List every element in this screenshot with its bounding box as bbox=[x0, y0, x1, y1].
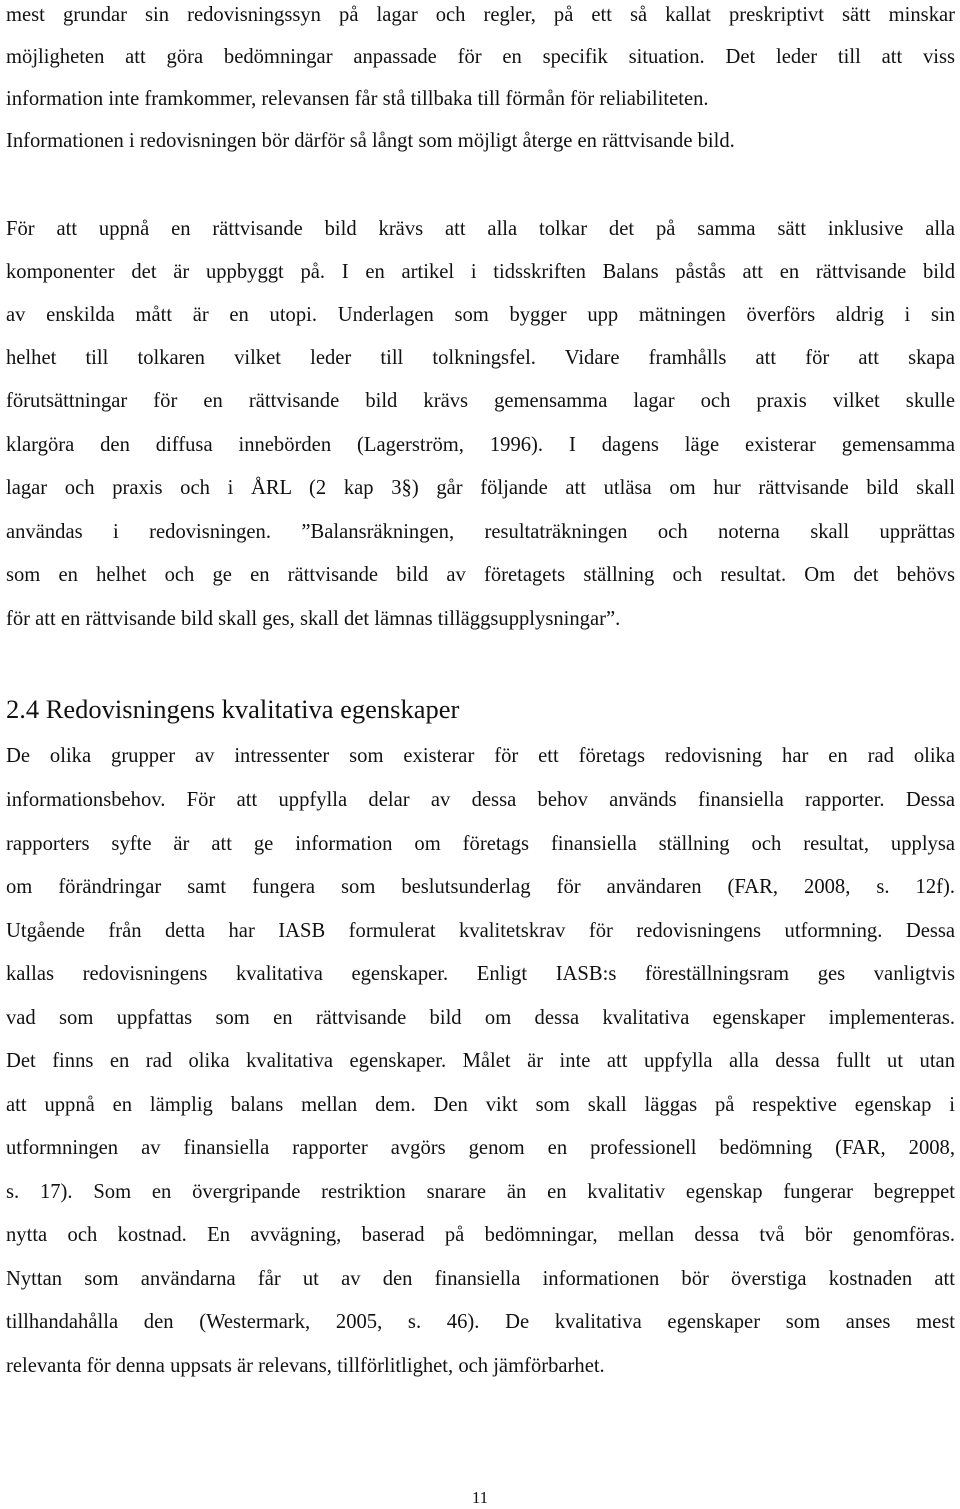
text-line: De olika grupper av intressenter som existerar för ett företags redovisning har en rad olika bbox=[6, 745, 955, 767]
text-line: för att en rättvisande bild skall ges, skall det lämnas tilläggsupplysningar”. bbox=[6, 608, 621, 630]
text-line: För att uppnå en rättvisande bild krävs att alla tolkar det på samma sätt inklusive alla bbox=[6, 218, 955, 240]
text-line: om förändringar samt fungera som beslutsunderlag för användaren (FAR, 2008, s. 12f). bbox=[6, 876, 955, 898]
text-line: utformningen av finansiella rapporter avgörs genom en professionell bedömning (FAR, 2008, bbox=[6, 1137, 955, 1159]
page-number: 11 bbox=[471, 1488, 489, 1507]
text-line: att uppnå en lämplig balans mellan dem. Den vikt som skall läggas på respektive egenskap i bbox=[6, 1094, 955, 1116]
text-line: rapporters syfte är att ge information om företags finansiella ställning och resultat, upplysa bbox=[6, 833, 955, 855]
text-line: vad som uppfattas som en rättvisande bild om dessa kvalitativa egenskaper implementeras. bbox=[6, 1007, 955, 1029]
text-line: Informationen i redovisningen bör därför så långt som möjligt återge en rättvisande bild. bbox=[6, 130, 735, 152]
text-line: Nyttan som användarna får ut av den finansiella informationen bör överstiga kostnaden att bbox=[6, 1268, 955, 1290]
text-line: kallas redovisningens kvalitativa egenskaper. Enligt IASB:s föreställningsram ges vanligtvis bbox=[6, 963, 955, 985]
text-line: information inte framkommer, relevansen får stå tillbaka till förmån för reliabiliteten. bbox=[6, 88, 709, 110]
text-line: av enskilda mått är en utopi. Underlagen som bygger upp mätningen överförs aldrig i sin bbox=[6, 304, 955, 326]
text-line: komponenter det är uppbyggt på. I en artikel i tidsskriften Balans påstås att en rättvisande bild bbox=[6, 261, 955, 283]
text-line: användas i redovisningen. ”Balansräkningen, resultaträkningen och noterna skall upprättas bbox=[6, 521, 955, 543]
text-line: tillhandahålla den (Westermark, 2005, s. 46). De kvalitativa egenskaper som anses mest bbox=[6, 1311, 955, 1333]
text-line: klargöra den diffusa innebörden (Lagerström, 1996). I dagens läge existerar gemensamma bbox=[6, 434, 955, 456]
text-line: som en helhet och ge en rättvisande bild av företagets ställning och resultat. Om det behövs bbox=[6, 564, 955, 586]
text-line: lagar och praxis och i ÅRL (2 kap 3§) går följande att utläsa om hur rättvisande bild skall bbox=[6, 477, 955, 499]
text-line: möjligheten att göra bedömningar anpassade för en specifik situation. Det leder till att viss bbox=[6, 46, 955, 68]
text-line: relevanta för denna uppsats är relevans, tillförlitlighet, och jämförbarhet. bbox=[6, 1355, 605, 1377]
text-line: helhet till tolkaren vilket leder till tolkningsfel. Vidare framhålls att för att skapa bbox=[6, 347, 955, 369]
text-line: Utgående från detta har IASB formulerat kvalitetskrav för redovisningens utformning. Dessa bbox=[6, 920, 955, 942]
text-line: förutsättningar för en rättvisande bild krävs gemensamma lagar och praxis vilket skulle bbox=[6, 390, 955, 412]
text-line: Det finns en rad olika kvalitativa egenskaper. Målet är inte att uppfylla alla dessa fullt ut utan bbox=[6, 1050, 955, 1072]
text-line: mest grundar sin redovisningssyn på lagar och regler, på ett så kallat preskriptivt sätt minskar bbox=[6, 4, 955, 26]
text-line: informationsbehov. För att uppfylla delar av dessa behov används finansiella rapporter. Dessa bbox=[6, 789, 955, 811]
text-line: nytta och kostnad. En avvägning, baserad på bedömningar, mellan dessa två bör genomföras. bbox=[6, 1224, 955, 1246]
text-line: s. 17). Som en övergripande restriktion snarare än en kvalitativ egenskap fungerar begreppet bbox=[6, 1181, 955, 1203]
section-heading: 2.4 Redovisningens kvalitativa egenskaper bbox=[6, 694, 460, 724]
